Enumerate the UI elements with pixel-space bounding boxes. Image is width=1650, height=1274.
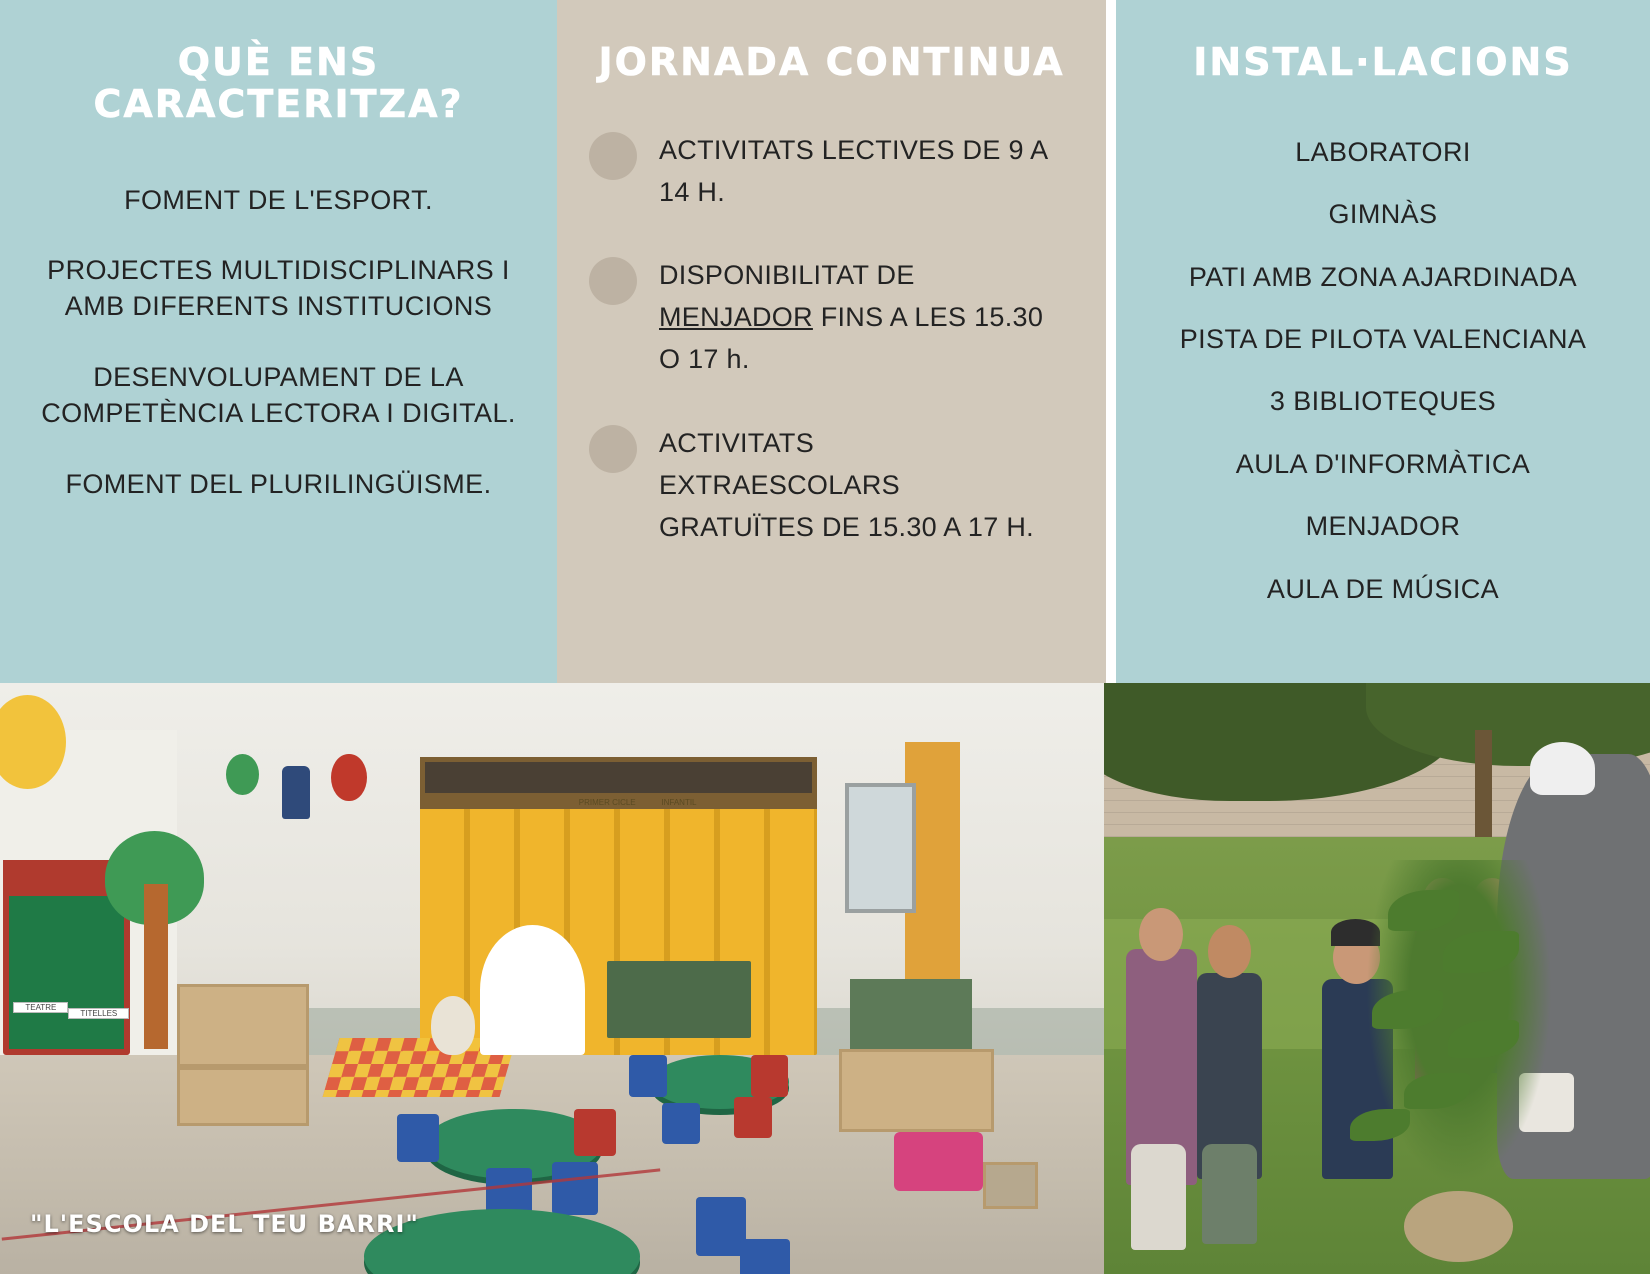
- column-left-list: [0, 182, 557, 503]
- list-item-text-prefix: ACTIVITATS LECTIVES DE 9 A 14 H.: [659, 134, 1047, 207]
- chair: [629, 1055, 667, 1096]
- chair: [574, 1109, 616, 1156]
- list-item: AULA D'INFORMÀTICA: [1235, 448, 1531, 479]
- pink-armchair: [894, 1132, 982, 1191]
- list-item: MENJADOR: [1305, 511, 1461, 542]
- photo-garden: [1104, 683, 1650, 1274]
- sign-titelles: TITELLES: [68, 1008, 129, 1019]
- column-installacions: [1116, 0, 1650, 683]
- list-item: LABORATORI: [1295, 136, 1471, 167]
- chair: [734, 1097, 772, 1138]
- storage-shelf: [839, 1049, 994, 1132]
- bullet-icon: [589, 257, 637, 305]
- bookshelf: [177, 1067, 309, 1126]
- chair: [552, 1162, 598, 1215]
- list-item: DESENVOLUPAMENT DE LA COMPETÈNCIA LECTORA I DIGITAL.: [41, 361, 516, 429]
- chair: [397, 1114, 439, 1161]
- sign-infantil: INFANTIL: [661, 798, 697, 808]
- list-item: GIMNÀS: [1328, 199, 1438, 230]
- column-middle-heading: JORNADA CONTINUA: [598, 40, 1065, 84]
- play-tent: [480, 925, 585, 1055]
- list-item: FOMENT DEL PLURILINGÜISME.: [65, 468, 492, 499]
- list-item: 3 BIBLIOTEQUES: [1269, 386, 1497, 417]
- flower-decoration-icon: [331, 754, 366, 801]
- list-item-text: [659, 423, 1049, 549]
- gardener-cap: [1530, 742, 1596, 795]
- bullet-icon: [589, 425, 637, 473]
- green-bookshelf: [607, 961, 751, 1038]
- root-ball: [1404, 1191, 1513, 1262]
- sign-primer-cicle: PRIMER CICLE: [578, 798, 636, 808]
- chair: [662, 1103, 700, 1144]
- classroom-caption: "L'ESCOLA DEL TEU BARRI": [30, 1210, 419, 1238]
- list-item-text-emphasis: MENJADOR: [659, 302, 813, 333]
- list-item: AULA DE MÚSICA: [1266, 573, 1500, 604]
- list-item: PATI AMB ZONA AJARDINADA: [1188, 261, 1578, 292]
- column-middle-list: [557, 130, 1106, 549]
- bullet-icon: [589, 132, 637, 180]
- column-jornada-continua: [557, 0, 1106, 683]
- doll-decoration-icon: [282, 766, 311, 819]
- column-right-list: [1116, 136, 1650, 605]
- column-left-heading: QUÈ ENS CARACTERITZA?: [93, 40, 464, 126]
- list-item: PROJECTES MULTIDISCIPLINARS I AMB DIFERENTS INSTITUCIONS: [47, 255, 510, 322]
- list-item-text: [659, 255, 1049, 381]
- list-item-text-prefix: DISPONIBILITAT DE: [659, 260, 915, 291]
- chair: [740, 1239, 791, 1274]
- bookshelf: [177, 984, 309, 1067]
- child-head: [1139, 908, 1183, 961]
- sign-teatre: TEATRE: [13, 1002, 68, 1013]
- tree-trunk-decoration: [144, 884, 168, 1049]
- chair: [751, 1055, 789, 1096]
- child-legs: [1202, 1144, 1257, 1244]
- column-divider: [1106, 0, 1116, 683]
- list-item-text: [659, 130, 1049, 214]
- chair: [696, 1197, 747, 1256]
- list-item: [589, 255, 1080, 381]
- list-item: FOMENT DE L'ESPORT.: [124, 184, 433, 215]
- list-item-text-suffix: FINS A LES 15.30 O 17 h.: [659, 302, 1044, 375]
- photo-classroom: [0, 683, 1104, 1274]
- classroom-window: [845, 783, 917, 913]
- column-right-heading: INSTAL·LACIONS: [1193, 40, 1573, 84]
- stool: [983, 1162, 1038, 1209]
- list-item: PISTA DE PILOTA VALENCIANA: [1179, 323, 1587, 354]
- classroom-upper-windows: [420, 757, 817, 798]
- column-caracteritza: [0, 0, 557, 683]
- child-legs: [1131, 1144, 1186, 1250]
- list-item: [589, 423, 1080, 549]
- list-item: [589, 130, 1080, 214]
- soft-toy: [431, 996, 475, 1055]
- photo-row: [0, 683, 1650, 1274]
- list-item-text-prefix: ACTIVITATS EXTRAESCOLARS GRATUÏTES DE 15.30 A 17 H.: [659, 428, 1034, 542]
